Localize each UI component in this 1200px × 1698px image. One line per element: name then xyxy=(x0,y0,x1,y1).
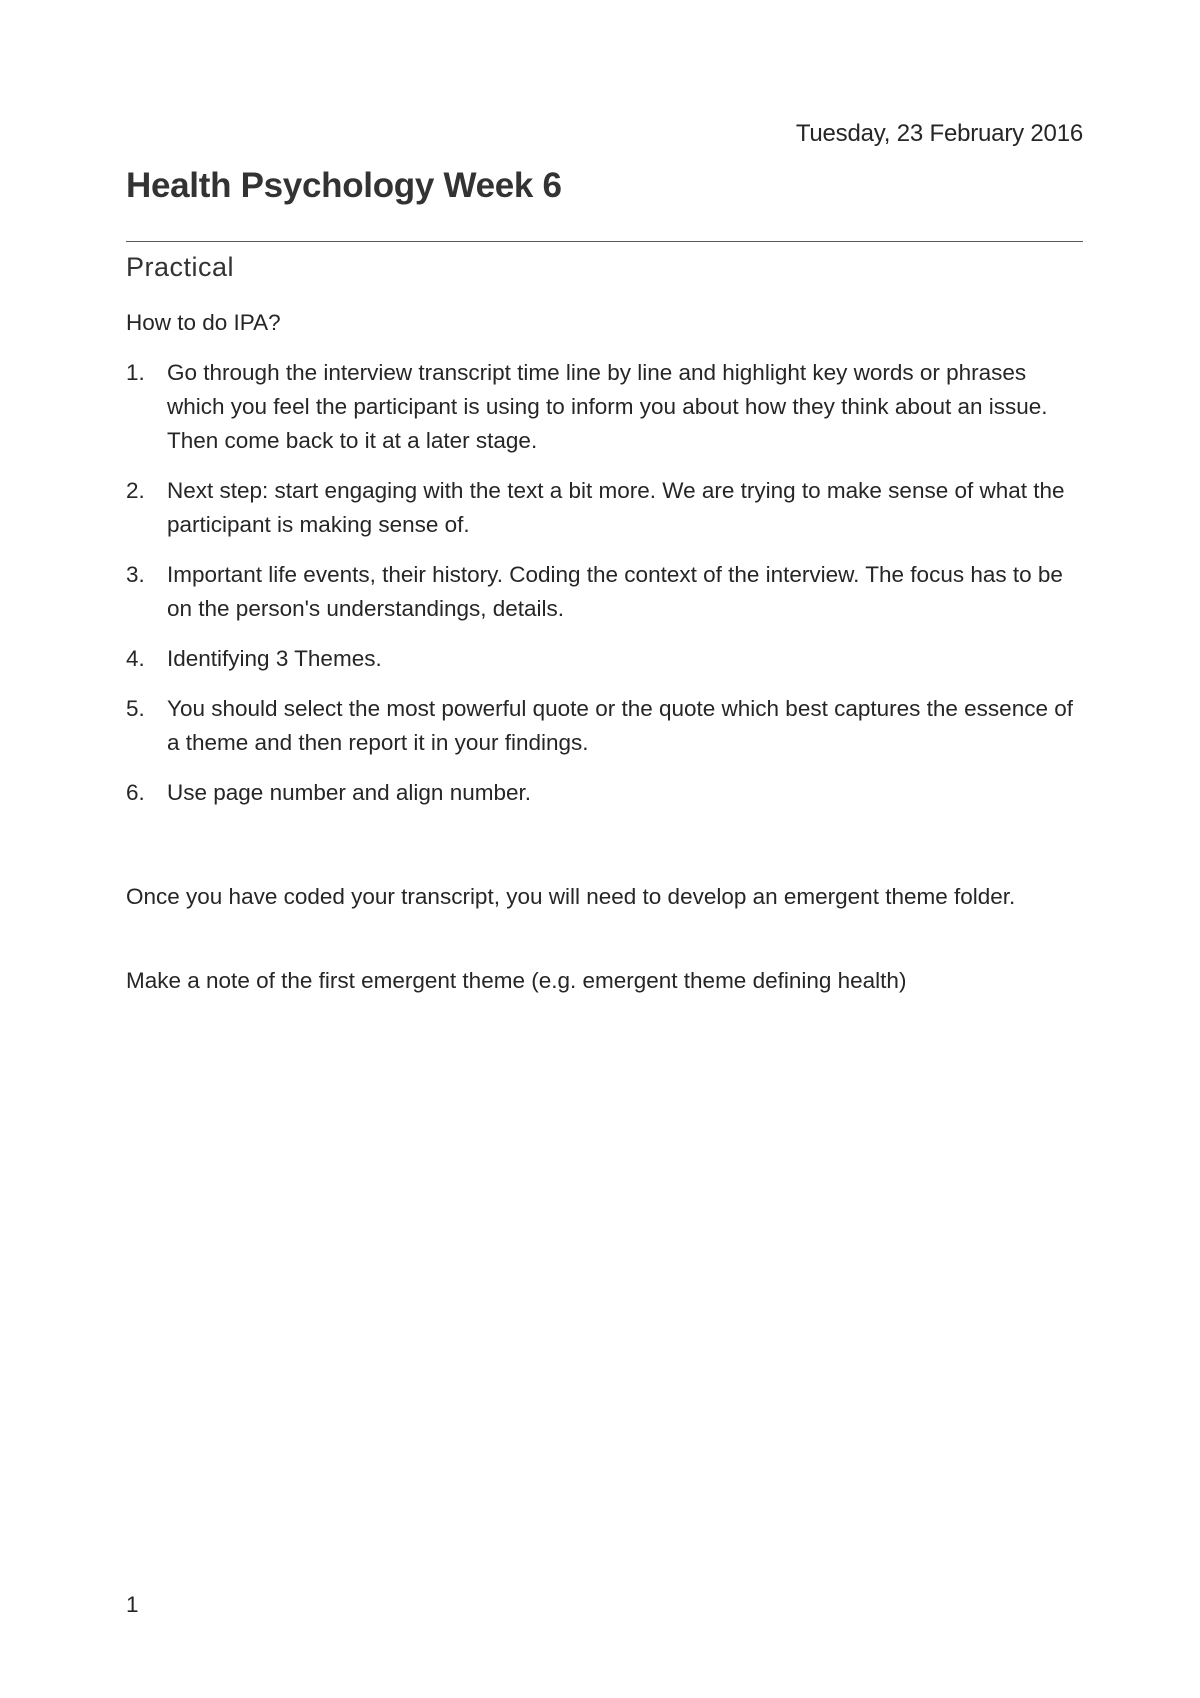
list-item-text: Identifying 3 Themes. xyxy=(167,646,382,671)
list-item xyxy=(126,356,1086,458)
list-item-text: Important life events, their history. Coding the context of the interview. The focus has to be on the person's understandings, details. xyxy=(167,562,1063,621)
list-item xyxy=(126,776,1086,810)
page-number: 1 xyxy=(126,1592,139,1617)
steps-list xyxy=(126,356,1086,826)
list-item-number: 1. xyxy=(126,360,145,385)
document-title: Health Psychology Week 6 xyxy=(126,166,562,205)
list-item-number: 2. xyxy=(126,478,145,503)
list-item-number: 5. xyxy=(126,696,145,721)
list-item xyxy=(126,474,1086,542)
list-item-text: Next step: start engaging with the text a bit more. We are trying to make sense of what the participant is making sense of. xyxy=(167,478,1065,537)
list-item-number: 6. xyxy=(126,780,145,805)
title-divider xyxy=(126,241,1083,242)
list-item-text: Use page number and align number. xyxy=(167,780,531,805)
intro-question: How to do IPA? xyxy=(126,310,281,335)
list-item-text: You should select the most powerful quote or the quote which best captures the essence of a theme and then report it in your findings. xyxy=(167,696,1073,755)
list-item-text: Go through the interview transcript time line by line and highlight key words or phrases which you feel the participant is using to inform you about how they think about an issue. Then come back to it at a later stage. xyxy=(167,360,1048,453)
paragraph-first-emergent-theme: Make a note of the first emergent theme (e.g. emergent theme defining health) xyxy=(126,968,907,993)
list-item-number: 4. xyxy=(126,646,145,671)
list-item xyxy=(126,642,1086,676)
list-item-number: 3. xyxy=(126,562,145,587)
document-date: Tuesday, 23 February 2016 xyxy=(795,120,1083,147)
paragraph-emergent-theme-folder: Once you have coded your transcript, you will need to develop an emergent theme folder. xyxy=(126,884,1016,909)
list-item xyxy=(126,558,1086,626)
list-item xyxy=(126,692,1086,760)
section-heading: Practical xyxy=(126,252,235,282)
